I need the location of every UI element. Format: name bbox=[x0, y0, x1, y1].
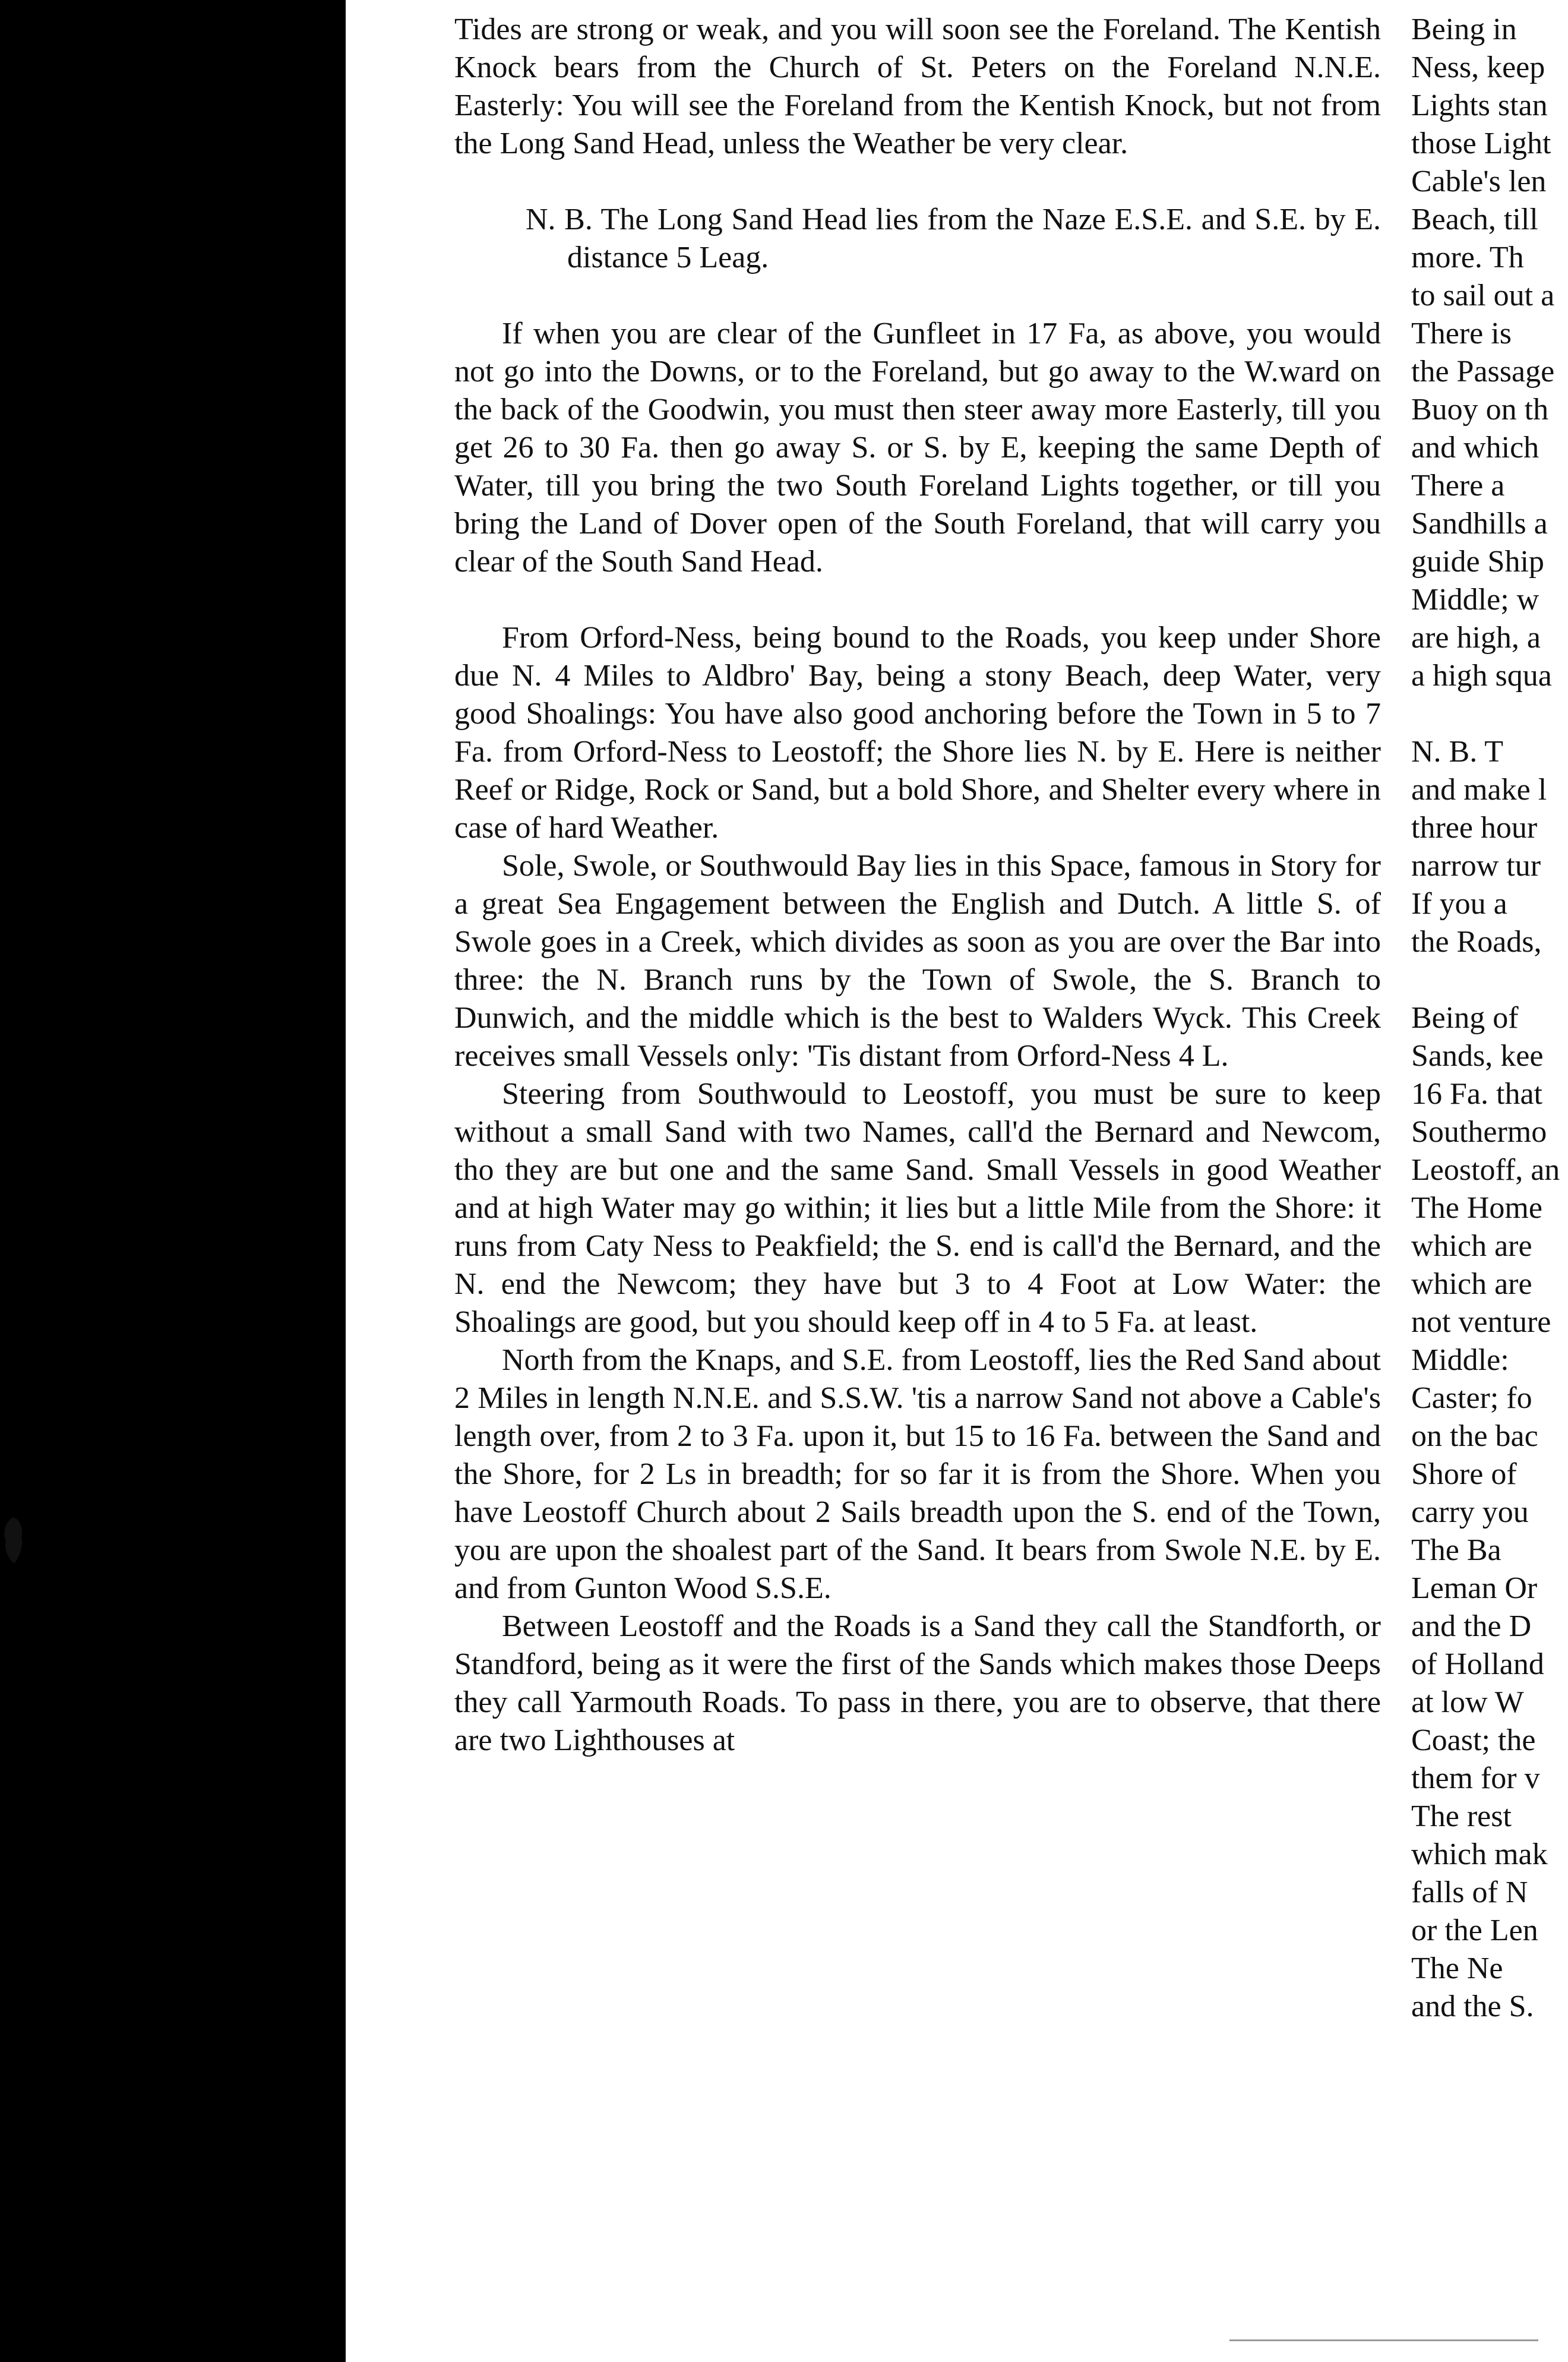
paragraph-nb-long-sand-head: N. B. The Long Sand Head lies from the Naze E.S.E. and S.E. by E. distance 5 Leag. bbox=[526, 203, 1381, 274]
right-line: which mak bbox=[1411, 1837, 1548, 1871]
right-line: and the S. bbox=[1411, 1990, 1534, 2023]
right-line bbox=[1411, 695, 1568, 733]
right-line: and make l bbox=[1411, 773, 1547, 807]
right-line: 16 Fa. that bbox=[1411, 1077, 1542, 1111]
right-line: Caster; fo bbox=[1411, 1381, 1532, 1415]
right-line: which are bbox=[1411, 1229, 1532, 1263]
right-line: Lights stan bbox=[1411, 89, 1548, 122]
right-line: The Ne bbox=[1411, 1952, 1503, 1985]
right-line: Shore of bbox=[1411, 1457, 1517, 1491]
right-line: carry you bbox=[1411, 1495, 1529, 1529]
paragraph-orford-ness: From Orford-Ness, being bound to the Roads, you keep under Shore due N. 4 Miles to Aldbro' Bay, being a stony Beach, deep Water, very good Shoalings: You have also good anchoring before the Town in 5 to 7 Fa. from Orford-Ness to Leostoff; the Shore lies N. by E. Here is neither Reef or Ridge, Rock or Sand, but a bold Shore, and Shelter every where in case of hard Weather. bbox=[454, 621, 1381, 845]
right-line: The Home bbox=[1411, 1191, 1542, 1225]
right-line: which are bbox=[1411, 1267, 1532, 1301]
right-text-column bbox=[1411, 11, 1568, 2026]
right-line: the Roads, bbox=[1411, 925, 1542, 959]
right-line: are high, a bbox=[1411, 621, 1541, 655]
paragraph-steering-southwould: Steering from Southwould to Leostoff, you must be sure to keep without a small Sand with two Names, call'd the Bernard and Newcom, tho they are but one and the same Sand. Small Vessels in good Weather and at high Water may go within; it lies but a little Mile from the Shore: it runs from Caty Ness to Peakfield; the S. end is call'd the Bernard, and the N. end the Newcom; they have but 3 to 4 Foot at Low Water: the Shoalings are good, but you should keep off in 4 to 5 Fa. at least. bbox=[454, 1077, 1381, 1339]
left-text-column bbox=[454, 11, 1381, 1760]
right-line: Being of bbox=[1411, 1001, 1519, 1035]
right-line: Being in bbox=[1411, 12, 1517, 46]
right-line: Cable's len bbox=[1411, 165, 1547, 198]
right-line: and the D bbox=[1411, 1609, 1532, 1643]
right-line: of Holland bbox=[1411, 1647, 1544, 1681]
page-edge-shadow bbox=[1229, 2339, 1538, 2341]
paragraph-standforth: Between Leostoff and the Roads is a Sand they call the Standforth, or Standford, being as it were the first of the Sands which makes those Deeps they call Yarmouth Roads. To pass in there, you are to observe, that there are two Lighthouses at bbox=[454, 1609, 1381, 1757]
right-line: There a bbox=[1411, 469, 1505, 503]
right-line: Buoy on th bbox=[1411, 393, 1549, 427]
paragraph-tides: Tides are strong or weak, and you will soon see the Foreland. The Kentish Knock bears from the Church of St. Peters on the Foreland N.N.E. Easterly: You will see the Foreland from the Kentish Knock, but not from the Long Sand Head, unless the Weather be very clear. bbox=[454, 12, 1381, 160]
right-line: Leman Or bbox=[1411, 1571, 1538, 1605]
right-line: There is bbox=[1411, 317, 1512, 350]
right-line: on the bac bbox=[1411, 1419, 1538, 1453]
right-line: falls of N bbox=[1411, 1875, 1528, 1909]
right-line bbox=[1411, 961, 1568, 999]
paragraph-red-sand: North from the Knaps, and S.E. from Leostoff, lies the Red Sand about 2 Miles in length N.N.E. and S.S.W. 'tis a narrow Sand not above a Cable's length over, from 2 to 3 Fa. upon it, but 15 to 16 Fa. between the Sand and the Shore, for 2 Ls in breadth; for so far it is from the Shore. When you have Leostoff Church about 2 Sails breadth upon the S. end of the Town, you are upon the shoalest part of the Sand. It bears from Swole N.E. by E. and from Gunton Wood S.S.E. bbox=[454, 1343, 1381, 1605]
right-line: more. Th bbox=[1411, 241, 1524, 274]
right-line: Middle; w bbox=[1411, 583, 1539, 617]
right-line: those Light bbox=[1411, 127, 1551, 160]
paragraph-gunfleet: If when you are clear of the Gunfleet in 17 Fa, as above, you would not go into the Downs, or to the Foreland, but go away to the W.ward on the back of the Goodwin, you must then steer away more Easterly, till you get 26 to 30 Fa. then go away S. or S. by E, keeping the same Depth of Water, till you bring the two South Foreland Lights together, or till you bring the Land of Dover open of the South Foreland, that will carry you clear of the South Sand Head. bbox=[454, 317, 1381, 579]
right-line: to sail out a bbox=[1411, 279, 1555, 312]
right-line: N. B. T bbox=[1411, 735, 1504, 769]
right-line: Ness, keep bbox=[1411, 50, 1545, 84]
right-line: three hour bbox=[1411, 811, 1538, 845]
right-line: at low W bbox=[1411, 1685, 1524, 1719]
right-line: them for v bbox=[1411, 1761, 1540, 1795]
right-line: The Ba bbox=[1411, 1533, 1501, 1567]
right-line: Sands, kee bbox=[1411, 1039, 1544, 1073]
right-line: a high squa bbox=[1411, 659, 1552, 693]
ink-blot-mark bbox=[0, 1514, 26, 1567]
right-line: guide Ship bbox=[1411, 545, 1544, 579]
paragraph-southwould-bay: Sole, Swole, or Southwould Bay lies in this Space, famous in Story for a great Sea Engagement between the English and Dutch. A little S. of Swole goes in a Creek, which divides as soon as you are over the Bar into three: the N. Branch runs by the Town of Swole, the S. Branch to Dunwich, and the middle which is the best to Walders Wyck. This Creek receives small Vessels only: 'Tis distant from Orford-Ness 4 L. bbox=[454, 849, 1381, 1073]
right-line: not venture bbox=[1411, 1305, 1551, 1339]
right-line: Sandhills a bbox=[1411, 507, 1548, 541]
right-line: Southermo bbox=[1411, 1115, 1547, 1149]
right-line: and which bbox=[1411, 431, 1539, 465]
right-line: or the Len bbox=[1411, 1913, 1538, 1947]
right-line: Beach, till bbox=[1411, 203, 1538, 236]
right-line: the Passage bbox=[1411, 355, 1555, 389]
right-line: narrow tur bbox=[1411, 849, 1541, 883]
right-line: Middle: bbox=[1411, 1343, 1509, 1377]
right-line: Leostoff, an bbox=[1411, 1153, 1560, 1187]
right-line: The rest bbox=[1411, 1799, 1512, 1833]
right-line: Coast; the bbox=[1411, 1723, 1536, 1757]
right-line: If you a bbox=[1411, 887, 1507, 921]
